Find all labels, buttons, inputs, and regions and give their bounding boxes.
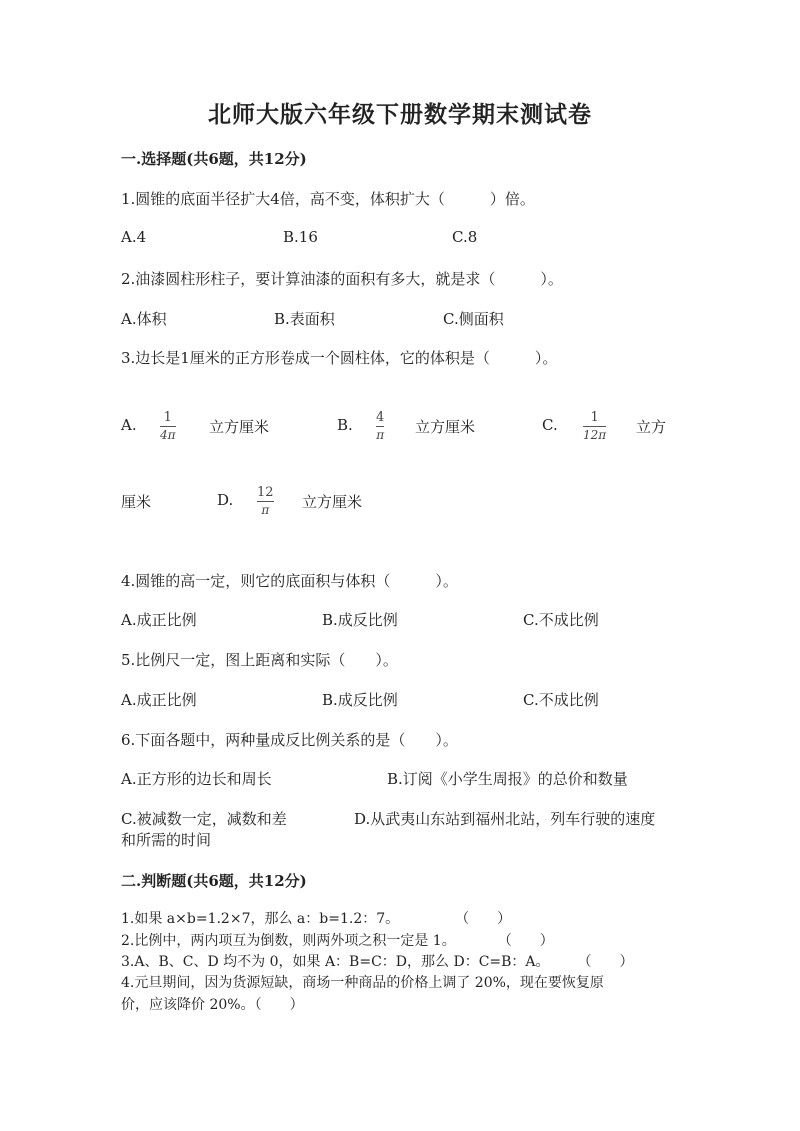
question-6: 6.下面各题中，两种量成反比例关系的是（ ）。 bbox=[121, 731, 458, 749]
q3-option-c-label: C. bbox=[542, 416, 558, 434]
q6-option-b: B.订阅《小学生周报》的总价和数量 bbox=[387, 770, 628, 788]
q6-option-d: D.从武夷山东站到福州北站，列车行驶的速度 bbox=[354, 810, 656, 828]
question-3: 3.边长是1厘米的正方形卷成一个圆柱体，它的体积是（ ）。 bbox=[121, 349, 558, 367]
q3-option-d-unit: 立方厘米 bbox=[302, 493, 363, 511]
judgment-1: 1.如果 a×b=1.2×7，那么 a：b=1.2：7。 （ ） bbox=[121, 911, 512, 927]
q3-option-c-unit-continued: 厘米 bbox=[121, 493, 152, 511]
fraction-numerator: 1 bbox=[163, 410, 172, 425]
q3-option-d-label: D. bbox=[217, 491, 234, 509]
q1-option-b: B.16 bbox=[283, 228, 318, 246]
q6-option-d-continued: 和所需的时间 bbox=[121, 831, 212, 849]
q3-option-a-label: A. bbox=[121, 416, 137, 434]
judgment-4-continued: 价，应该降价 20%。（ ） bbox=[121, 997, 304, 1013]
q4-option-a: A.成正比例 bbox=[121, 611, 197, 629]
q3-option-a-fraction bbox=[160, 410, 176, 442]
q3-option-a-unit: 立方厘米 bbox=[209, 418, 270, 436]
q5-option-b: B.成反比例 bbox=[322, 691, 398, 709]
q6-option-a: A.正方形的边长和周长 bbox=[121, 770, 272, 788]
fraction-denominator: π bbox=[376, 428, 385, 442]
fraction-numerator: 12 bbox=[257, 485, 274, 500]
q5-option-a: A.成正比例 bbox=[121, 691, 197, 709]
fraction-bar bbox=[257, 501, 274, 502]
question-2: 2.油漆圆柱形柱子，要计算油漆的面积有多大，就是求（ ）。 bbox=[121, 270, 563, 288]
q4-option-b: B.成反比例 bbox=[322, 611, 398, 629]
fraction-denominator: 12π bbox=[583, 428, 607, 442]
fraction-numerator: 4 bbox=[376, 410, 385, 425]
fraction-denominator: 4π bbox=[160, 428, 176, 442]
question-1: 1.圆锥的底面半径扩大4倍，高不变，体积扩大（ ）倍。 bbox=[121, 190, 535, 208]
q3-option-c-fraction bbox=[583, 410, 606, 442]
fraction-bar bbox=[583, 426, 606, 427]
q3-option-b-label: B. bbox=[337, 416, 353, 434]
q3-option-c-unit: 立方 bbox=[636, 418, 667, 436]
fraction-denominator: π bbox=[261, 503, 270, 517]
q3-option-b-unit: 立方厘米 bbox=[415, 418, 476, 436]
page-title: 北师大版六年级下册数学期末测试卷 bbox=[208, 101, 592, 128]
question-5: 5.比例尺一定，图上距离和实际（ ）。 bbox=[121, 651, 398, 669]
fraction-numerator: 1 bbox=[590, 410, 599, 425]
q3-option-b-fraction bbox=[376, 410, 384, 442]
question-4: 4.圆锥的高一定，则它的底面积与体积（ ）。 bbox=[121, 572, 458, 590]
fraction-bar bbox=[376, 426, 384, 427]
q4-option-c: C.不成比例 bbox=[523, 611, 599, 629]
q2-option-a: A.体积 bbox=[121, 310, 167, 328]
fraction-bar bbox=[160, 426, 176, 427]
q2-option-c: C.侧面积 bbox=[443, 310, 504, 328]
q1-option-c: C.8 bbox=[452, 228, 478, 246]
judgment-2: 2.比例中，两内项互为倒数，则两外项之积一定是 1。 （ ） bbox=[121, 933, 554, 949]
judgment-4: 4.元旦期间，因为货源短缺，商场一种商品的价格上调了 20%，现在要恢复原 bbox=[121, 975, 604, 991]
q6-option-c: C.被减数一定，减数和差 bbox=[121, 810, 287, 828]
q1-option-a: A.4 bbox=[121, 228, 147, 246]
section-heading-choice: 一.选择题(共6题，共12分) bbox=[121, 150, 307, 168]
q5-option-c: C.不成比例 bbox=[523, 691, 599, 709]
section-heading-judgment: 二.判断题(共6题，共12分) bbox=[121, 872, 307, 890]
judgment-3: 3.A、B、C、D 均不为 0，如果 A：B=C：D，那么 D：C=B：A。 （ ） bbox=[121, 954, 634, 970]
q3-option-d-fraction bbox=[257, 485, 274, 517]
q2-option-b: B.表面积 bbox=[274, 310, 335, 328]
